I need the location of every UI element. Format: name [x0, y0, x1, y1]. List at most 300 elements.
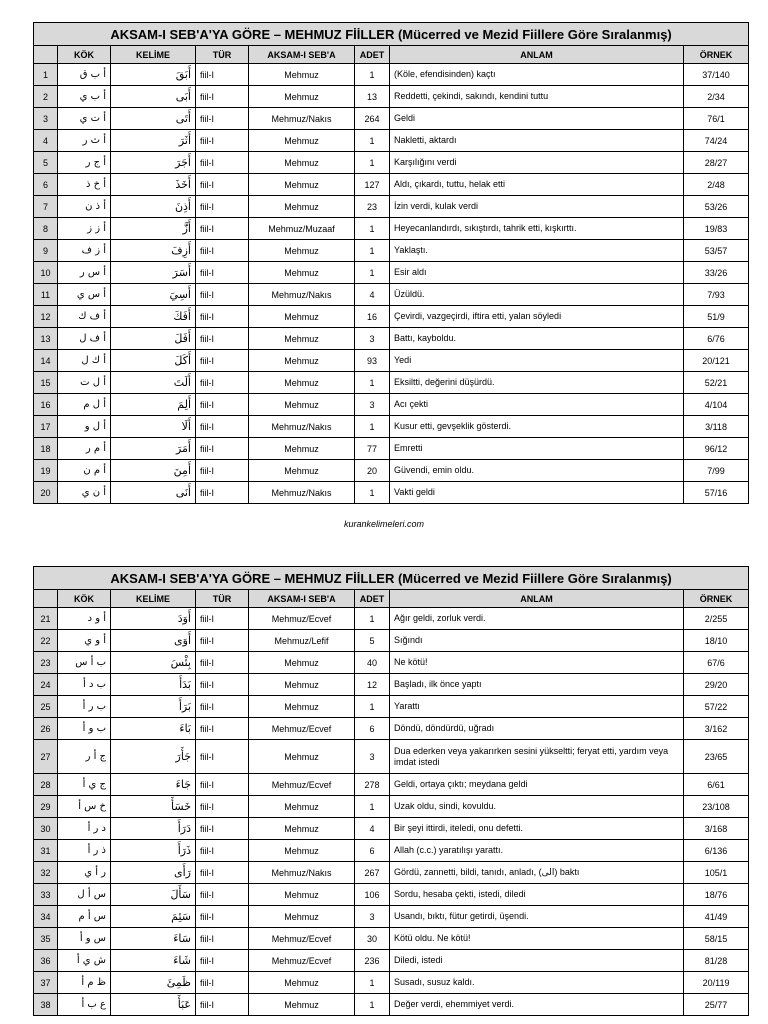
cell-kok: أ ل و	[58, 416, 111, 438]
cell-kelime: خَسَأَ	[111, 796, 196, 818]
cell-kelime: أَمَرَ	[111, 438, 196, 460]
verb-table-1	[33, 22, 749, 504]
cell-aksam: Mehmuz/Ecvef	[249, 950, 355, 972]
cell-tur: fiil-I	[196, 306, 249, 328]
cell-anlam: Reddetti, çekindi, sakındı, kendini tuttu	[390, 86, 684, 108]
cell-adet: 6	[355, 718, 390, 740]
cell-ornek: 57/22	[684, 696, 749, 718]
cell-ornek: 29/20	[684, 674, 749, 696]
cell-anlam: Değer verdi, ehemmiyet verdi.	[390, 994, 684, 1016]
cell-anlam: Aldı, çıkardı, tuttu, helak etti	[390, 174, 684, 196]
table-row	[34, 174, 749, 196]
cell-aksam: Mehmuz/Nakıs	[249, 108, 355, 130]
cell-adet: 1	[355, 994, 390, 1016]
cell-ornek: 96/12	[684, 438, 749, 460]
cell-tur: fiil-I	[196, 108, 249, 130]
cell-aksam: Mehmuz/Nakıs	[249, 862, 355, 884]
cell-ornek: 58/15	[684, 928, 749, 950]
cell-ornek: 4/104	[684, 394, 749, 416]
row-number: 9	[34, 240, 58, 262]
cell-kok: ج ي أ	[58, 774, 111, 796]
row-number: 37	[34, 972, 58, 994]
cell-adet: 1	[355, 218, 390, 240]
cell-anlam: Geldi	[390, 108, 684, 130]
cell-kelime: أَلِمَ	[111, 394, 196, 416]
cell-kok: أ ل ت	[58, 372, 111, 394]
row-number: 17	[34, 416, 58, 438]
cell-tur: fiil-I	[196, 840, 249, 862]
cell-kok: أ ل م	[58, 394, 111, 416]
cell-ornek: 81/28	[684, 950, 749, 972]
cell-tur: fiil-I	[196, 994, 249, 1016]
cell-tur: fiil-I	[196, 240, 249, 262]
table-body-1	[34, 64, 749, 504]
cell-adet: 1	[355, 416, 390, 438]
cell-ornek: 74/24	[684, 130, 749, 152]
cell-ornek: 28/27	[684, 152, 749, 174]
table-row	[34, 438, 749, 460]
cell-anlam: Diledi, istedi	[390, 950, 684, 972]
row-number: 36	[34, 950, 58, 972]
cell-kok: أ ج ر	[58, 152, 111, 174]
table-title: AKSAM-I SEB'A'YA GÖRE – MEHMUZ FİİLLER (Mücerred ve Mezid Fiillere Göre Sıralanmış)	[34, 567, 749, 590]
cell-adet: 20	[355, 460, 390, 482]
header-adet: ADET	[355, 590, 390, 608]
cell-anlam: Ne kötü!	[390, 652, 684, 674]
cell-aksam: Mehmuz	[249, 972, 355, 994]
cell-aksam: Mehmuz	[249, 86, 355, 108]
table-row	[34, 950, 749, 972]
cell-ornek: 18/76	[684, 884, 749, 906]
cell-kok: أ ز ف	[58, 240, 111, 262]
header-anlam: ANLAM	[390, 590, 684, 608]
cell-anlam: Nakletti, aktardı	[390, 130, 684, 152]
cell-kelime: أَلَا	[111, 416, 196, 438]
cell-aksam: Mehmuz	[249, 130, 355, 152]
cell-tur: fiil-I	[196, 394, 249, 416]
table-row	[34, 262, 749, 284]
cell-aksam: Mehmuz/Nakıs	[249, 284, 355, 306]
cell-adet: 40	[355, 652, 390, 674]
cell-aksam: Mehmuz	[249, 740, 355, 774]
cell-adet: 1	[355, 608, 390, 630]
cell-kelime: أَوَدَ	[111, 608, 196, 630]
row-number: 30	[34, 818, 58, 840]
cell-adet: 12	[355, 674, 390, 696]
cell-ornek: 3/162	[684, 718, 749, 740]
cell-tur: fiil-I	[196, 86, 249, 108]
cell-kelime: جَاءَ	[111, 774, 196, 796]
row-number: 8	[34, 218, 58, 240]
table-row	[34, 130, 749, 152]
cell-aksam: Mehmuz	[249, 884, 355, 906]
cell-anlam: Bir şeyi ittirdi, iteledi, onu defetti.	[390, 818, 684, 840]
cell-kelime: أَذِنَ	[111, 196, 196, 218]
header-adet: ADET	[355, 46, 390, 64]
cell-ornek: 67/6	[684, 652, 749, 674]
row-number: 10	[34, 262, 58, 284]
cell-ornek: 25/77	[684, 994, 749, 1016]
header-tur: TÜR	[196, 590, 249, 608]
cell-tur: fiil-I	[196, 196, 249, 218]
row-number: 34	[34, 906, 58, 928]
cell-aksam: Mehmuz	[249, 350, 355, 372]
cell-kelime: أَزِفَ	[111, 240, 196, 262]
cell-kok: أ و د	[58, 608, 111, 630]
row-number: 38	[34, 994, 58, 1016]
cell-anlam: Çevirdi, vazgeçirdi, iftira etti, yalan söyledi	[390, 306, 684, 328]
cell-adet: 278	[355, 774, 390, 796]
cell-kelime: سَاءَ	[111, 928, 196, 950]
cell-kelime: أَتَى	[111, 108, 196, 130]
cell-ornek: 23/108	[684, 796, 749, 818]
cell-adet: 23	[355, 196, 390, 218]
cell-adet: 3	[355, 394, 390, 416]
header-kok: KÖK	[58, 46, 111, 64]
cell-tur: fiil-I	[196, 774, 249, 796]
table-row	[34, 696, 749, 718]
cell-kelime: أَفَكَ	[111, 306, 196, 328]
cell-kok: أ م ن	[58, 460, 111, 482]
cell-kok: س أ ل	[58, 884, 111, 906]
row-number: 15	[34, 372, 58, 394]
header-ornek: ÖRNEK	[684, 590, 749, 608]
cell-anlam: (Köle, efendisinden) kaçtı	[390, 64, 684, 86]
cell-kok: أ ك ل	[58, 350, 111, 372]
header-row	[34, 46, 749, 64]
cell-tur: fiil-I	[196, 906, 249, 928]
cell-adet: 4	[355, 818, 390, 840]
cell-ornek: 7/93	[684, 284, 749, 306]
cell-aksam: Mehmuz	[249, 372, 355, 394]
cell-anlam: Acı çekti	[390, 394, 684, 416]
table-row	[34, 862, 749, 884]
table-row	[34, 928, 749, 950]
cell-tur: fiil-I	[196, 372, 249, 394]
cell-tur: fiil-I	[196, 674, 249, 696]
header-aksam: AKSAM-I SEB'A	[249, 46, 355, 64]
cell-kok: س أ م	[58, 906, 111, 928]
row-number: 23	[34, 652, 58, 674]
cell-anlam: Usandı, bıktı, fütur getirdi, üşendi.	[390, 906, 684, 928]
table-row	[34, 460, 749, 482]
cell-kok: أ ت ي	[58, 108, 111, 130]
cell-aksam: Mehmuz/Lefif	[249, 630, 355, 652]
cell-kelime: أَلَتَ	[111, 372, 196, 394]
cell-anlam: Sordu, hesaba çekti, istedi, diledi	[390, 884, 684, 906]
cell-kok: أ خ ذ	[58, 174, 111, 196]
cell-tur: fiil-I	[196, 884, 249, 906]
cell-kok: أ ز ز	[58, 218, 111, 240]
cell-anlam: Vakti geldi	[390, 482, 684, 504]
cell-ornek: 51/9	[684, 306, 749, 328]
cell-aksam: Mehmuz	[249, 840, 355, 862]
cell-tur: fiil-I	[196, 460, 249, 482]
table-row	[34, 152, 749, 174]
cell-kok: د ر أ	[58, 818, 111, 840]
cell-adet: 1	[355, 130, 390, 152]
cell-aksam: Mehmuz	[249, 196, 355, 218]
cell-tur: fiil-I	[196, 328, 249, 350]
cell-adet: 1	[355, 64, 390, 86]
cell-kok: أ و ي	[58, 630, 111, 652]
row-number: 25	[34, 696, 58, 718]
cell-kelime: دَرَأَ	[111, 818, 196, 840]
cell-ornek: 2/34	[684, 86, 749, 108]
cell-ornek: 7/99	[684, 460, 749, 482]
table-row	[34, 240, 749, 262]
row-number: 14	[34, 350, 58, 372]
cell-ornek: 52/21	[684, 372, 749, 394]
cell-aksam: Mehmuz/Muzaaf	[249, 218, 355, 240]
cell-tur: fiil-I	[196, 350, 249, 372]
cell-anlam: Üzüldü.	[390, 284, 684, 306]
header-number	[34, 46, 58, 64]
cell-aksam: Mehmuz	[249, 306, 355, 328]
cell-ornek: 105/1	[684, 862, 749, 884]
cell-adet: 1	[355, 696, 390, 718]
cell-kok: أ ث ر	[58, 130, 111, 152]
cell-adet: 3	[355, 906, 390, 928]
table-row	[34, 674, 749, 696]
cell-aksam: Mehmuz	[249, 696, 355, 718]
cell-adet: 1	[355, 372, 390, 394]
cell-tur: fiil-I	[196, 438, 249, 460]
header-kelime: KELİME	[111, 46, 196, 64]
cell-anlam: Yedi	[390, 350, 684, 372]
cell-kelime: أَنَى	[111, 482, 196, 504]
cell-aksam: Mehmuz/Ecvef	[249, 774, 355, 796]
cell-anlam: Eksiltti, değerini düşürdü.	[390, 372, 684, 394]
table-row	[34, 884, 749, 906]
table-row	[34, 482, 749, 504]
cell-adet: 6	[355, 840, 390, 862]
cell-adet: 4	[355, 284, 390, 306]
cell-kok: ب د أ	[58, 674, 111, 696]
cell-aksam: Mehmuz	[249, 796, 355, 818]
table-row	[34, 718, 749, 740]
cell-kelime: رَأَى	[111, 862, 196, 884]
cell-kok: ج أ ر	[58, 740, 111, 774]
cell-anlam: Allah (c.c.) yaratılışı yarattı.	[390, 840, 684, 862]
cell-anlam: Uzak oldu, sindi, kovuldu.	[390, 796, 684, 818]
cell-aksam: Mehmuz	[249, 818, 355, 840]
header-kok: KÖK	[58, 590, 111, 608]
header-aksam: AKSAM-I SEB'A	[249, 590, 355, 608]
cell-adet: 13	[355, 86, 390, 108]
cell-kelime: جَأَرَ	[111, 740, 196, 774]
cell-adet: 1	[355, 972, 390, 994]
cell-adet: 264	[355, 108, 390, 130]
cell-kok: ظ م أ	[58, 972, 111, 994]
verb-table-2	[33, 566, 749, 1016]
cell-anlam: Yaklaştı.	[390, 240, 684, 262]
cell-ornek: 3/118	[684, 416, 749, 438]
cell-kelime: أَجَرَ	[111, 152, 196, 174]
cell-aksam: Mehmuz	[249, 674, 355, 696]
cell-aksam: Mehmuz/Nakıs	[249, 416, 355, 438]
table-row	[34, 328, 749, 350]
cell-kelime: أَثَرَ	[111, 130, 196, 152]
cell-ornek: 6/76	[684, 328, 749, 350]
table-row	[34, 394, 749, 416]
header-row	[34, 590, 749, 608]
cell-ornek: 2/48	[684, 174, 749, 196]
row-number: 11	[34, 284, 58, 306]
cell-kok: ش ي أ	[58, 950, 111, 972]
table-row	[34, 740, 749, 774]
row-number: 22	[34, 630, 58, 652]
cell-kok: ع ب أ	[58, 994, 111, 1016]
cell-tur: fiil-I	[196, 130, 249, 152]
row-number: 16	[34, 394, 58, 416]
cell-tur: fiil-I	[196, 174, 249, 196]
row-number: 18	[34, 438, 58, 460]
cell-kok: ذ ر أ	[58, 840, 111, 862]
header-number	[34, 590, 58, 608]
cell-ornek: 53/26	[684, 196, 749, 218]
header-anlam: ANLAM	[390, 46, 684, 64]
cell-kelime: عَبَأَ	[111, 994, 196, 1016]
cell-tur: fiil-I	[196, 152, 249, 174]
cell-kok: ب ر أ	[58, 696, 111, 718]
cell-anlam: Karşılığını verdi	[390, 152, 684, 174]
cell-aksam: Mehmuz	[249, 438, 355, 460]
cell-kok: ر أ ي	[58, 862, 111, 884]
cell-anlam: İzin verdi, kulak verdi	[390, 196, 684, 218]
table-row	[34, 608, 749, 630]
cell-aksam: Mehmuz	[249, 906, 355, 928]
table-row	[34, 818, 749, 840]
cell-kok: أ م ر	[58, 438, 111, 460]
cell-adet: 30	[355, 928, 390, 950]
cell-tur: fiil-I	[196, 796, 249, 818]
table-body-2	[34, 608, 749, 1016]
cell-ornek: 53/57	[684, 240, 749, 262]
row-number: 5	[34, 152, 58, 174]
table-row	[34, 972, 749, 994]
cell-kelime: ظَمِئَ	[111, 972, 196, 994]
table-row	[34, 306, 749, 328]
cell-ornek: 23/65	[684, 740, 749, 774]
row-number: 13	[34, 328, 58, 350]
cell-ornek: 20/119	[684, 972, 749, 994]
table-row	[34, 350, 749, 372]
cell-aksam: Mehmuz	[249, 994, 355, 1016]
table-row	[34, 774, 749, 796]
cell-aksam: Mehmuz	[249, 174, 355, 196]
cell-adet: 236	[355, 950, 390, 972]
row-number: 28	[34, 774, 58, 796]
table-row	[34, 86, 749, 108]
cell-kelime: أَوَى	[111, 630, 196, 652]
cell-adet: 127	[355, 174, 390, 196]
cell-adet: 1	[355, 240, 390, 262]
cell-kok: أ ف ل	[58, 328, 111, 350]
row-number: 4	[34, 130, 58, 152]
cell-kelime: أَبَقَ	[111, 64, 196, 86]
cell-kok: ب أ س	[58, 652, 111, 674]
row-number: 35	[34, 928, 58, 950]
cell-kelime: سَئِمَ	[111, 906, 196, 928]
cell-adet: 106	[355, 884, 390, 906]
cell-kelime: أَمِنَ	[111, 460, 196, 482]
row-number: 7	[34, 196, 58, 218]
cell-adet: 1	[355, 262, 390, 284]
cell-anlam: Geldi, ortaya çıktı; meydana geldi	[390, 774, 684, 796]
cell-kok: أ ن ي	[58, 482, 111, 504]
cell-ornek: 3/168	[684, 818, 749, 840]
cell-tur: fiil-I	[196, 64, 249, 86]
row-number: 19	[34, 460, 58, 482]
cell-kok: أ س ي	[58, 284, 111, 306]
table-row	[34, 906, 749, 928]
row-number: 21	[34, 608, 58, 630]
cell-kelime: أَفَلَ	[111, 328, 196, 350]
cell-tur: fiil-I	[196, 696, 249, 718]
cell-kelime: ذَرَأَ	[111, 840, 196, 862]
cell-kelime: سَأَلَ	[111, 884, 196, 906]
cell-ornek: 33/26	[684, 262, 749, 284]
cell-kelime: بَرَأَ	[111, 696, 196, 718]
cell-ornek: 57/16	[684, 482, 749, 504]
cell-kelime: أَسِيَ	[111, 284, 196, 306]
cell-aksam: Mehmuz/Nakıs	[249, 482, 355, 504]
cell-anlam: Kötü oldu. Ne kötü!	[390, 928, 684, 950]
cell-adet: 5	[355, 630, 390, 652]
cell-kelime: أَكَلَ	[111, 350, 196, 372]
row-number: 27	[34, 740, 58, 774]
table-row	[34, 796, 749, 818]
cell-tur: fiil-I	[196, 950, 249, 972]
cell-aksam: Mehmuz	[249, 152, 355, 174]
row-number: 26	[34, 718, 58, 740]
cell-tur: fiil-I	[196, 718, 249, 740]
cell-anlam: Susadı, susuz kaldı.	[390, 972, 684, 994]
cell-ornek: 41/49	[684, 906, 749, 928]
cell-adet: 1	[355, 482, 390, 504]
cell-anlam: Kusur etti, gevşeklik gösterdi.	[390, 416, 684, 438]
cell-kok: خ س أ	[58, 796, 111, 818]
cell-aksam: Mehmuz	[249, 652, 355, 674]
cell-tur: fiil-I	[196, 740, 249, 774]
site-footer: kurankelimeleri.com	[343, 519, 425, 529]
cell-anlam: Başladı, ilk önce yaptı	[390, 674, 684, 696]
cell-kelime: بَاءَ	[111, 718, 196, 740]
cell-tur: fiil-I	[196, 652, 249, 674]
table-row	[34, 840, 749, 862]
cell-tur: fiil-I	[196, 262, 249, 284]
cell-tur: fiil-I	[196, 972, 249, 994]
cell-anlam: Sığındı	[390, 630, 684, 652]
cell-ornek: 2/255	[684, 608, 749, 630]
row-number: 2	[34, 86, 58, 108]
cell-aksam: Mehmuz	[249, 64, 355, 86]
cell-tur: fiil-I	[196, 218, 249, 240]
cell-ornek: 18/10	[684, 630, 749, 652]
cell-tur: fiil-I	[196, 630, 249, 652]
table-row	[34, 652, 749, 674]
cell-adet: 3	[355, 740, 390, 774]
header-tur: TÜR	[196, 46, 249, 64]
cell-aksam: Mehmuz/Ecvef	[249, 608, 355, 630]
table-row	[34, 218, 749, 240]
table-row	[34, 64, 749, 86]
cell-adet: 93	[355, 350, 390, 372]
cell-anlam: Yarattı	[390, 696, 684, 718]
cell-anlam: Döndü, döndürdü, uğradı	[390, 718, 684, 740]
cell-kelime: أَبَى	[111, 86, 196, 108]
